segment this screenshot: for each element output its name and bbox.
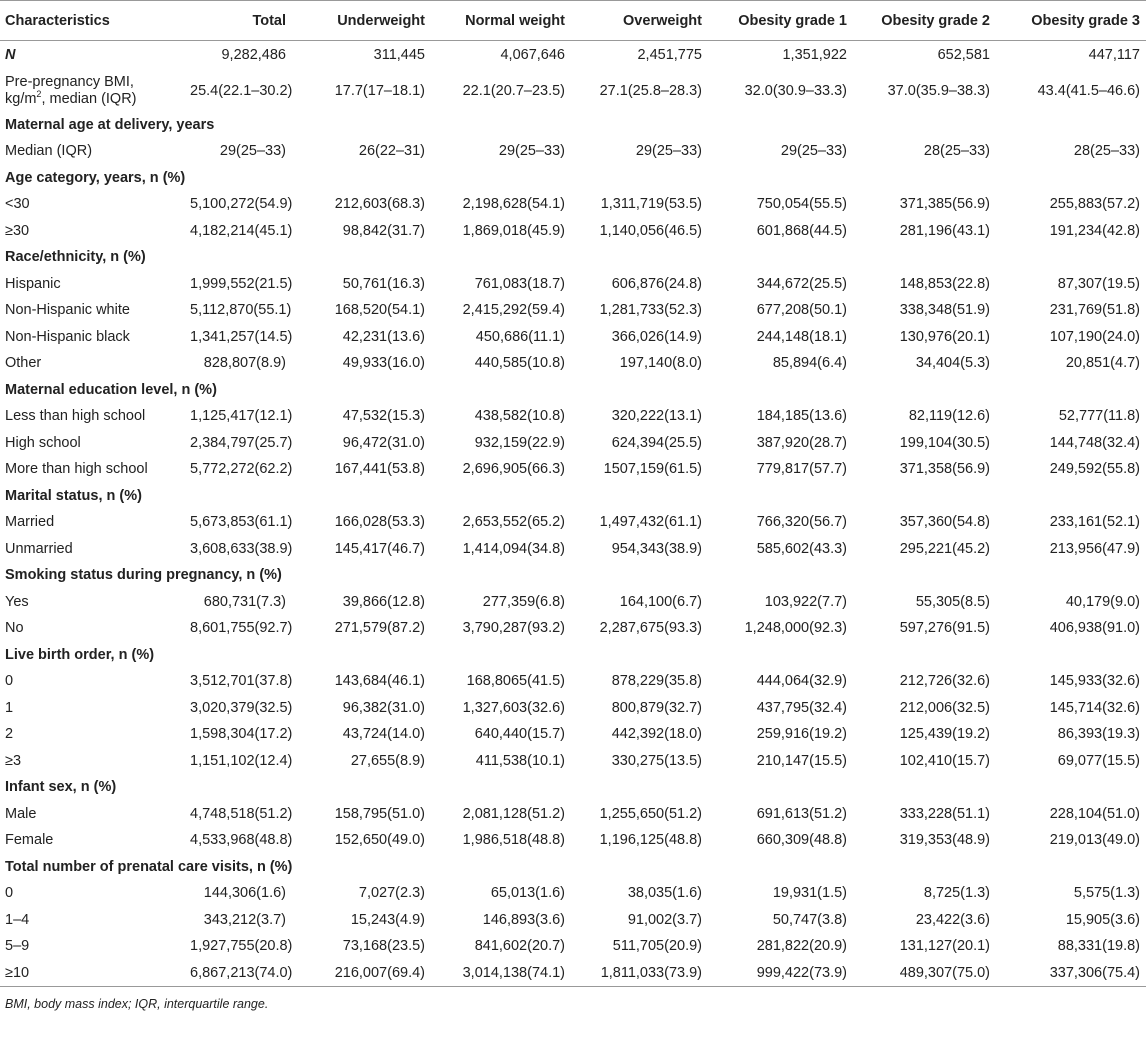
table-row	[0, 456, 1146, 483]
table-row	[0, 324, 1146, 351]
table-cell: 2,384,797(25.7)	[190, 434, 293, 451]
table-cell: 88,331(19.8)	[1057, 938, 1140, 955]
table-row	[0, 536, 1146, 563]
section-header-row	[0, 165, 1146, 192]
table-cell: 22.1(20.7–23.5)	[462, 82, 565, 99]
table-cell: 164,100(6.7)	[619, 593, 702, 610]
table-cell: 333,228(51.1)	[899, 805, 990, 822]
table-cell: 5,673,853(61.1)	[190, 514, 293, 531]
table-row	[0, 271, 1146, 298]
section-title: Maternal age at delivery, years	[5, 116, 215, 133]
section-title: Smoking status during pregnancy, n (%)	[5, 567, 282, 584]
table-cell: 15,905(3.6)	[1065, 911, 1140, 928]
row-label: High school	[5, 434, 81, 451]
table-cell: 761,083(18.7)	[474, 275, 565, 292]
row-label: Non-Hispanic white	[5, 302, 130, 319]
table-cell: 878,229(35.8)	[611, 673, 702, 690]
table-cell: 1,248,000(92.3)	[744, 620, 847, 637]
table-cell: 450,686(11.1)	[475, 328, 565, 345]
row-label: Yes	[5, 593, 29, 610]
table-cell: 932,159(22.9)	[474, 434, 565, 451]
table-cell: 1507,159(61.5)	[603, 461, 702, 478]
table-cell: 2,696,905(66.3)	[462, 461, 565, 478]
table-cell: 680,731(7.3)	[203, 593, 286, 610]
table-cell: 1,327,603(32.6)	[462, 699, 565, 716]
table-cell: 8,725(1.3)	[923, 885, 990, 902]
table-cell: 166,028(53.3)	[334, 514, 425, 531]
table-cell: 6,867,213(74.0)	[190, 960, 292, 987]
table-cell: 1,927,755(20.8)	[190, 938, 293, 955]
bmi-label-sup: 2	[36, 88, 42, 99]
table-row	[0, 403, 1146, 430]
table-cell: 96,382(31.0)	[342, 699, 425, 716]
table-cell: 259,916(19.2)	[756, 726, 847, 743]
table-cell: 212,726(32.6)	[899, 673, 990, 690]
table-cell: 337,306(75.4)	[996, 960, 1146, 987]
row-label: Unmarried	[5, 540, 73, 557]
table-cell: 39,866(12.8)	[342, 593, 425, 610]
table-row	[0, 138, 1146, 165]
table-cell: 437,795(32.4)	[756, 699, 847, 716]
table-cell: 2,415,292(59.4)	[462, 302, 565, 319]
table-cell: 1,869,018(45.9)	[462, 222, 565, 239]
column-header: Characteristics	[0, 1, 190, 41]
table-cell: 357,360(54.8)	[899, 514, 990, 531]
table-cell: 438,582(10.8)	[474, 408, 565, 425]
table-cell: 65,013(1.6)	[490, 885, 565, 902]
table-cell: 233,161(52.1)	[1049, 514, 1140, 531]
table-cell: 281,822(20.9)	[756, 938, 847, 955]
table-cell: 3,020,379(32.5)	[190, 699, 293, 716]
table-cell: 146,893(3.6)	[482, 911, 565, 928]
row-label: 5–9	[5, 938, 30, 955]
table-cell: 197,140(8.0)	[619, 355, 702, 372]
bmi-label-suffix: , median (IQR)	[41, 90, 137, 107]
column-header: Obesity grade 3	[996, 1, 1146, 41]
table-cell: 38,035(1.6)	[627, 885, 702, 902]
table-row	[0, 695, 1146, 722]
table-row	[0, 880, 1146, 907]
table-cell: 152,650(49.0)	[334, 832, 425, 849]
table-cell: 210,147(15.5)	[756, 752, 847, 769]
table-cell: 3,608,633(38.9)	[190, 540, 293, 557]
table-cell: 23,422(3.6)	[915, 911, 990, 928]
table-cell: 1,281,733(52.3)	[599, 302, 702, 319]
row-label: Hispanic	[5, 275, 61, 292]
table-cell: 311,445	[373, 47, 425, 64]
table-cell: 27,655(8.9)	[350, 752, 425, 769]
row-label: 2	[5, 726, 14, 743]
table-cell: 17.7(17–18.1)	[334, 82, 425, 99]
section-title: Total number of prenatal care visits, n (%)	[5, 858, 293, 875]
section-header-row	[0, 774, 1146, 801]
table-row	[0, 721, 1146, 748]
table-cell: 5,575(1.3)	[1073, 885, 1140, 902]
table-cell: 216,007(69.4)	[292, 960, 431, 987]
table-cell: 841,602(20.7)	[474, 938, 565, 955]
table-cell: 28(25–33)	[923, 143, 990, 160]
table-cell: 330,275(13.5)	[611, 752, 702, 769]
row-label: 1–4	[5, 911, 30, 928]
table-cell: 42,231(13.6)	[342, 328, 425, 345]
row-label: Non-Hispanic black	[5, 328, 130, 345]
table-cell: 213,956(47.9)	[1049, 540, 1140, 557]
table-row	[0, 615, 1146, 642]
table-cell: 1,341,257(14.5)	[190, 328, 293, 345]
table-cell: 69,077(15.5)	[1057, 752, 1140, 769]
table-row	[0, 801, 1146, 828]
table-cell: 624,394(25.5)	[611, 434, 702, 451]
table-cell: 1,414,094(34.8)	[462, 540, 565, 557]
table-cell: 199,104(30.5)	[899, 434, 990, 451]
table-cell: 3,014,138(74.1)	[431, 960, 571, 987]
table-cell: 219,013(49.0)	[1049, 832, 1140, 849]
row-label: Less than high school	[5, 408, 146, 425]
table-cell: 144,306(1.6)	[203, 885, 286, 902]
table-cell: 691,613(51.2)	[756, 805, 847, 822]
table-cell: 43,724(14.0)	[342, 726, 425, 743]
table-footnote: BMI, body mass index; IQR, interquartile range.	[5, 996, 269, 1011]
table-cell: 640,440(15.7)	[474, 726, 565, 743]
table-row	[0, 350, 1146, 377]
table-cell: 800,879(32.7)	[611, 699, 702, 716]
table-cell: 144,748(32.4)	[1049, 434, 1140, 451]
table-cell: 86,393(19.3)	[1057, 726, 1140, 743]
table-cell: 9,282,486	[221, 47, 286, 64]
table-cell: 1,255,650(51.2)	[599, 805, 702, 822]
table-cell: 87,307(19.5)	[1057, 275, 1140, 292]
table-cell: 103,922(7.7)	[764, 593, 847, 610]
table-row	[0, 589, 1146, 616]
table-cell: 15,243(4.9)	[350, 911, 425, 928]
table-cell: 28(25–33)	[1073, 143, 1140, 160]
table-cell: 442,392(18.0)	[611, 726, 702, 743]
bmi-row	[0, 70, 1146, 112]
table-row	[0, 960, 1146, 987]
table-cell: 145,714(32.6)	[1049, 699, 1140, 716]
table-cell: 168,520(54.1)	[334, 302, 425, 319]
row-label: Other	[5, 355, 42, 372]
table-cell: 91,002(3.7)	[627, 911, 702, 928]
row-label: Married	[5, 514, 55, 531]
table-cell: 50,747(3.8)	[772, 911, 847, 928]
table-cell: 338,348(51.9)	[899, 302, 990, 319]
table-cell: 766,320(56.7)	[756, 514, 847, 531]
table-cell: 677,208(50.1)	[756, 302, 847, 319]
table-cell: 4,182,214(45.1)	[190, 222, 293, 239]
table-cell: 4,067,646	[500, 47, 565, 64]
bmi-label-unit: kg/m	[5, 90, 37, 107]
table-cell: 319,353(48.9)	[899, 832, 990, 849]
table-cell: 34,404(5.3)	[915, 355, 990, 372]
column-header: Total	[190, 1, 292, 41]
table-cell: 37.0(35.9–38.3)	[887, 82, 990, 99]
row-label: 0	[5, 885, 14, 902]
table-cell: 167,441(53.8)	[334, 461, 425, 478]
column-header: Overweight	[571, 1, 708, 41]
table-cell: 50,761(16.3)	[342, 275, 425, 292]
section-header-row	[0, 562, 1146, 589]
table-cell: 1,986,518(48.8)	[462, 832, 565, 849]
table-cell: 228,104(51.0)	[1049, 805, 1140, 822]
table-cell: 2,287,675(93.3)	[599, 620, 702, 637]
table-cell: 5,772,272(62.2)	[190, 461, 293, 478]
table-cell: 212,603(68.3)	[334, 196, 425, 213]
bmi-label-line1: Pre-pregnancy BMI,	[5, 73, 134, 90]
table-cell: 371,385(56.9)	[899, 196, 990, 213]
table-cell: 2,198,628(54.1)	[462, 196, 565, 213]
table-cell: 212,006(32.5)	[899, 699, 990, 716]
table-cell: 999,422(73.9)	[708, 960, 853, 987]
row-label: <30	[5, 196, 30, 213]
n-row	[0, 41, 1146, 70]
table-cell: 4,748,518(51.2)	[190, 805, 293, 822]
table-cell: 40,179(9.0)	[1065, 593, 1140, 610]
table-cell: 440,585(10.8)	[474, 355, 565, 372]
table-row	[0, 297, 1146, 324]
section-title: Marital status, n (%)	[5, 487, 142, 504]
column-header: Obesity grade 1	[708, 1, 853, 41]
table-cell: 387,920(28.7)	[756, 434, 847, 451]
row-label: 0	[5, 673, 14, 690]
table-cell: 125,439(19.2)	[899, 726, 990, 743]
table-row	[0, 218, 1146, 245]
table-cell: 7,027(2.3)	[358, 885, 425, 902]
table-cell: 366,026(14.9)	[611, 328, 702, 345]
table-cell: 191,234(42.8)	[1049, 222, 1140, 239]
table-body	[0, 41, 1146, 987]
table-cell: 130,976(20.1)	[899, 328, 990, 345]
table-cell: 1,311,719(53.5)	[600, 196, 702, 213]
column-header: Obesity grade 2	[853, 1, 996, 41]
row-label: ≥30	[5, 222, 30, 239]
row-label: Median (IQR)	[5, 143, 93, 160]
table-row	[0, 907, 1146, 934]
table-cell: 249,592(55.8)	[1049, 461, 1140, 478]
section-header-row	[0, 642, 1146, 669]
table-cell: 585,602(43.3)	[756, 540, 847, 557]
row-label: More than high school	[5, 461, 148, 478]
table-cell: 85,894(6.4)	[772, 355, 847, 372]
table-row	[0, 748, 1146, 775]
table-cell: 3,512,701(37.8)	[190, 673, 293, 690]
table-cell: 25.4(22.1–30.2)	[190, 82, 293, 99]
table-cell: 98,842(31.7)	[342, 222, 425, 239]
table-cell: 148,853(22.8)	[899, 275, 990, 292]
table-cell: 52,777(11.8)	[1058, 408, 1140, 425]
table-cell: 20,851(4.7)	[1065, 355, 1140, 372]
section-header-row	[0, 483, 1146, 510]
table-cell: 107,190(24.0)	[1049, 328, 1140, 345]
section-title: Live birth order, n (%)	[5, 646, 155, 663]
table-cell: 43.4(41.5–46.6)	[1037, 82, 1140, 99]
table-cell: 406,938(91.0)	[1049, 620, 1140, 637]
table-cell: 344,672(25.5)	[756, 275, 847, 292]
section-header-row	[0, 377, 1146, 404]
table-cell: 277,359(6.8)	[482, 593, 565, 610]
table-cell: 1,125,417(12.1)	[190, 408, 293, 425]
table-cell: 281,196(43.1)	[899, 222, 990, 239]
table-cell: 1,497,432(61.1)	[599, 514, 702, 531]
column-header: Normal weight	[431, 1, 571, 41]
section-title: Infant sex, n (%)	[5, 779, 117, 796]
table-cell: 5,100,272(54.9)	[190, 196, 293, 213]
row-label: ≥3	[5, 752, 22, 769]
table-cell: 3,790,287(93.2)	[462, 620, 565, 637]
table-cell: 1,151,102(12.4)	[190, 752, 293, 769]
table-cell: 143,684(46.1)	[334, 673, 425, 690]
row-label: 1	[5, 699, 14, 716]
table-cell: 1,811,033(73.9)	[571, 960, 708, 987]
table-cell: 652,581	[937, 47, 990, 64]
table-cell: 1,351,922	[782, 47, 847, 64]
table-row	[0, 191, 1146, 218]
table-cell: 184,185(13.6)	[756, 408, 847, 425]
table-cell: 55,305(8.5)	[915, 593, 990, 610]
table-cell: 343,212(3.7)	[203, 911, 286, 928]
table-row	[0, 430, 1146, 457]
table-cell: 511,705(20.9)	[612, 938, 702, 955]
n-row-label: N	[5, 47, 16, 64]
table-cell: 19,931(1.5)	[772, 885, 847, 902]
table-cell: 145,933(32.6)	[1049, 673, 1140, 690]
table-cell: 606,876(24.8)	[611, 275, 702, 292]
section-title: Race/ethnicity, n (%)	[5, 249, 146, 266]
table-cell: 447,117	[1088, 47, 1140, 64]
row-label: Female	[5, 832, 54, 849]
table-cell: 295,221(45.2)	[899, 540, 990, 557]
table-row	[0, 668, 1146, 695]
table-cell: 2,451,775	[637, 47, 702, 64]
bmi-row-label	[0, 70, 190, 112]
table-cell: 49,933(16.0)	[342, 355, 425, 372]
table-cell: 231,769(51.8)	[1049, 302, 1140, 319]
table-cell: 271,579(87.2)	[334, 620, 425, 637]
table-cell: 444,064(32.9)	[756, 673, 847, 690]
table-row	[0, 933, 1146, 960]
row-label: Male	[5, 805, 37, 822]
table-cell: 29(25–33)	[635, 143, 702, 160]
table-cell: 4,533,968(48.8)	[190, 832, 293, 849]
table-row	[0, 509, 1146, 536]
table-cell: 96,472(31.0)	[342, 434, 425, 451]
table-cell: 168,8065(41.5)	[466, 673, 565, 690]
table-cell: 489,307(75.0)	[853, 960, 996, 987]
table-cell: 158,795(51.0)	[334, 805, 425, 822]
row-label: ≥10	[0, 960, 190, 987]
section-title: Maternal education level, n (%)	[5, 381, 217, 398]
table-cell: 597,276(91.5)	[899, 620, 990, 637]
table-cell: 27.1(25.8–28.3)	[599, 82, 702, 99]
row-label: No	[5, 620, 24, 637]
table-cell: 29(25–33)	[780, 143, 847, 160]
section-header-row	[0, 854, 1146, 881]
table-cell: 145,417(46.7)	[334, 540, 425, 557]
table-cell: 2,081,128(51.2)	[462, 805, 565, 822]
table-cell: 32.0(30.9–33.3)	[744, 82, 847, 99]
section-title: Age category, years, n (%)	[5, 169, 186, 186]
table-cell: 131,127(20.1)	[899, 938, 990, 955]
table-cell: 102,410(15.7)	[899, 752, 990, 769]
table-cell: 1,140,056(46.5)	[599, 222, 702, 239]
table-cell: 29(25–33)	[219, 143, 286, 160]
table-cell: 8,601,755(92.7)	[190, 620, 293, 637]
table-cell: 828,807(8.9)	[203, 355, 286, 372]
table-cell: 26(22–31)	[358, 143, 425, 160]
table-cell: 82,119(12.6)	[908, 408, 990, 425]
table-cell: 29(25–33)	[498, 143, 565, 160]
table-cell: 1,598,304(17.2)	[190, 726, 293, 743]
table-header-row	[0, 1, 1146, 41]
table-cell: 1,196,125(48.8)	[599, 832, 702, 849]
table-cell: 73,168(23.5)	[342, 938, 425, 955]
table-cell: 750,054(55.5)	[756, 196, 847, 213]
table-cell: 320,222(13.1)	[611, 408, 702, 425]
section-header-row	[0, 244, 1146, 271]
table-cell: 371,358(56.9)	[899, 461, 990, 478]
table-cell: 660,309(48.8)	[756, 832, 847, 849]
table-row	[0, 827, 1146, 854]
table-cell: 255,883(57.2)	[1049, 196, 1140, 213]
table-cell: 1,999,552(21.5)	[190, 275, 293, 292]
section-header-row	[0, 112, 1146, 139]
table-cell: 954,343(38.9)	[611, 540, 702, 557]
table-cell: 47,532(15.3)	[342, 408, 425, 425]
table-cell: 779,817(57.7)	[756, 461, 847, 478]
table-cell: 601,868(44.5)	[756, 222, 847, 239]
table-cell: 244,148(18.1)	[756, 328, 847, 345]
table-cell: 411,538(10.1)	[475, 752, 565, 769]
table-cell: 2,653,552(65.2)	[462, 514, 565, 531]
column-header: Underweight	[292, 1, 431, 41]
table-cell: 5,112,870(55.1)	[190, 302, 292, 319]
